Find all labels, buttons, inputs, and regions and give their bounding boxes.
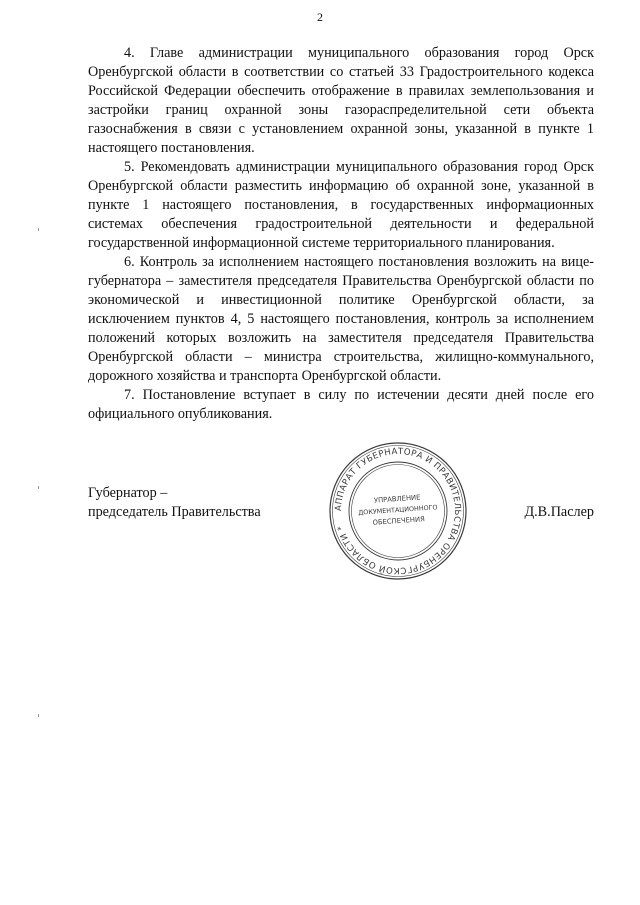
official-seal-stamp: [328, 441, 468, 581]
signatory-title-line-1: Губернатор –: [88, 485, 168, 501]
margin-scan-mark: [38, 714, 39, 717]
document-body: [88, 44, 594, 424]
margin-scan-mark: [38, 228, 39, 231]
page-number: 2: [317, 10, 323, 24]
margin-scan-mark: [38, 486, 39, 489]
stamp-inner-line-3: ОБЕСПЕЧЕНИЯ: [372, 515, 426, 527]
paragraph-item-6: 6. Контроль за исполнением настоящего постановления возложить на вице-губернатора – заместителя председателя Правительства Оренбургской области по экономической и инвестиционной политике Оренбургской области, за исключением пунктов 4, 5 настоящего постановления, контроль за исполнением положений которых возложить на заместителя председателя Правительства Оренбургской области – министра строительства, жилищно-коммунального, дорожного хозяйства и транспорта Оренбургской области.: [88, 254, 594, 384]
signatory-title-line-2: председатель Правительства: [88, 504, 261, 520]
stamp-outer-text: АППАРАТ ГУБЕРНАТОРА И ПРАВИТЕЛЬСТВА ОРЕНБУРГСКОЙ ОБЛАСТИ *: [333, 446, 463, 576]
paragraph-item-7: 7. Постановление вступает в силу по истечении десяти дней после его официального опубликования.: [88, 387, 594, 422]
paragraph-item-5: 5. Рекомендовать администрации муниципального образования город Орск Оренбургской области разместить информацию об охранной зоне, указанной в пункте 1 настоящего постановления, в государственных информационных системах обеспечения градостроительной деятельности и федеральной государственной информационной системе территориального планирования.: [88, 159, 594, 251]
signatory-name: Д.В.Паслер: [524, 504, 594, 520]
stamp-inner-line-2: ДОКУМЕНТАЦИОННОГО: [358, 503, 438, 517]
stamp-inner-line-1: УПРАВЛЕНИЕ: [373, 493, 421, 505]
paragraph-item-4: 4. Главе администрации муниципального образования город Орск Оренбургской области в соответствии со статьей 33 Градостроительного кодекса Российской Федерации обеспечить отображение в правилах землепользования и застройки границ охранной зоны газораспределительной сети объекта газоснабжения в связи с установлением охранной зоны, указанной в пункте 1 настоящего постановления.: [88, 45, 594, 156]
